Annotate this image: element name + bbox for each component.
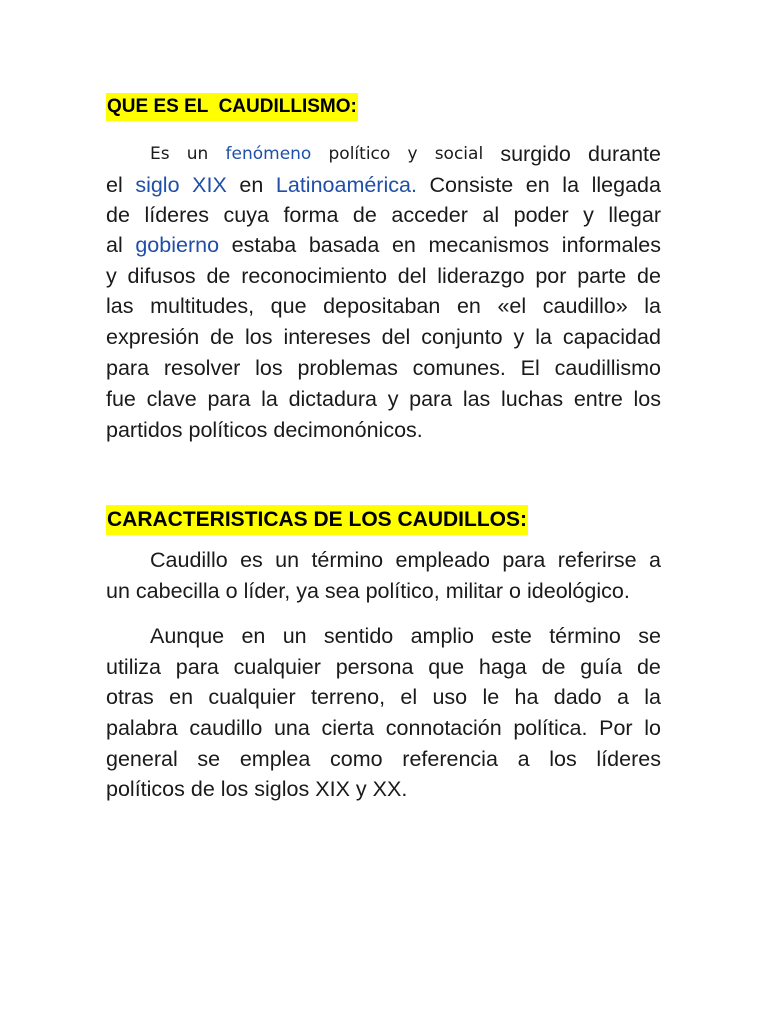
word: de bbox=[541, 655, 566, 679]
word: emplea bbox=[239, 747, 311, 771]
word: los bbox=[549, 747, 577, 771]
word: informales bbox=[561, 233, 661, 257]
word: la bbox=[644, 294, 661, 318]
word: resolver bbox=[163, 356, 241, 380]
word: el bbox=[400, 685, 418, 709]
link-latinoamerica-text[interactable]: Latinoamérica. bbox=[275, 173, 417, 197]
heading-caracteristicas: CARACTERISTICAS DE LOS CAUDILLOS: bbox=[106, 505, 528, 535]
word: al bbox=[106, 233, 123, 257]
word: y bbox=[513, 325, 525, 349]
word: caudillismo bbox=[554, 356, 661, 380]
word: a bbox=[616, 685, 629, 709]
word: guía bbox=[580, 655, 623, 679]
link-xix[interactable]: XIX bbox=[192, 173, 227, 197]
paragraph-line bbox=[106, 713, 661, 743]
word: para bbox=[175, 655, 219, 679]
word: las bbox=[462, 387, 491, 411]
paragraph-line bbox=[106, 774, 661, 804]
word: un bbox=[186, 144, 209, 164]
heading-que-es-el-caudillismo: QUE ES EL CAUDILLISMO: bbox=[106, 93, 358, 121]
paragraph-line bbox=[106, 576, 661, 606]
word: como bbox=[330, 747, 383, 771]
word: líderes bbox=[144, 203, 209, 227]
word: intereses bbox=[283, 325, 371, 349]
word: entre bbox=[573, 387, 623, 411]
word: de bbox=[637, 264, 661, 288]
word: al bbox=[482, 203, 500, 227]
word: expresión bbox=[106, 325, 200, 349]
word: fue bbox=[106, 387, 136, 411]
word: militar bbox=[445, 579, 504, 603]
word: social bbox=[434, 144, 484, 164]
word: ideológico. bbox=[527, 579, 630, 603]
word: es bbox=[240, 548, 263, 572]
word: utiliza bbox=[106, 655, 161, 679]
word: y bbox=[355, 777, 367, 801]
word: del bbox=[397, 264, 427, 288]
word: surgido bbox=[500, 142, 571, 166]
paragraph-line bbox=[106, 261, 661, 291]
word: siglos bbox=[254, 777, 310, 801]
word: empleado bbox=[395, 548, 490, 572]
word: un bbox=[275, 548, 300, 572]
word: se bbox=[638, 624, 661, 648]
word: y bbox=[583, 203, 594, 227]
word: se bbox=[197, 747, 221, 771]
word: caudillo» bbox=[542, 294, 628, 318]
word: que bbox=[428, 655, 465, 679]
link-latinoamerica[interactable] bbox=[276, 170, 417, 200]
word: cabecilla bbox=[135, 579, 220, 603]
word: parte bbox=[577, 264, 627, 288]
word: las bbox=[106, 294, 134, 318]
paragraph-line bbox=[106, 384, 661, 414]
word: el bbox=[106, 173, 123, 197]
word: terreno, bbox=[310, 685, 386, 709]
word: una bbox=[273, 716, 310, 740]
word: difusos bbox=[127, 264, 196, 288]
word: en bbox=[525, 173, 550, 197]
paragraph-line bbox=[106, 744, 661, 774]
word: la bbox=[562, 173, 580, 197]
word: en bbox=[391, 233, 416, 257]
word: multitudes, bbox=[150, 294, 255, 318]
word: de bbox=[636, 655, 661, 679]
word: de bbox=[352, 203, 377, 227]
word: estaba bbox=[231, 233, 297, 257]
word: término bbox=[549, 624, 621, 648]
word: poder bbox=[513, 203, 569, 227]
word: políticos bbox=[188, 418, 268, 442]
word: a bbox=[517, 747, 530, 771]
word: XX. bbox=[372, 777, 408, 801]
paragraph-line bbox=[150, 621, 661, 651]
word: para bbox=[409, 387, 453, 411]
paragraph-line bbox=[106, 200, 661, 230]
word: del bbox=[381, 325, 411, 349]
word: sea bbox=[324, 579, 360, 603]
paragraph-line bbox=[106, 652, 661, 682]
word: forma bbox=[283, 203, 339, 227]
word: connotación bbox=[385, 716, 502, 740]
word: lo bbox=[644, 716, 661, 740]
word: la bbox=[261, 387, 278, 411]
word: depositaban bbox=[323, 294, 441, 318]
word: para bbox=[106, 356, 150, 380]
word: Aunque bbox=[150, 624, 225, 648]
link-fenomeno[interactable]: fenómeno bbox=[225, 144, 312, 164]
word: haga bbox=[478, 655, 527, 679]
word: capacidad bbox=[562, 325, 661, 349]
word: Consiste bbox=[429, 173, 514, 197]
word: de bbox=[210, 325, 235, 349]
word: dictadura bbox=[288, 387, 378, 411]
word: y bbox=[387, 387, 399, 411]
paragraph-line bbox=[150, 139, 661, 169]
paragraph-line bbox=[106, 230, 661, 260]
word: persona bbox=[335, 655, 414, 679]
word: basada bbox=[308, 233, 380, 257]
word: acceder bbox=[391, 203, 468, 227]
word: un bbox=[106, 579, 130, 603]
word: por bbox=[535, 264, 567, 288]
word: cierta bbox=[321, 716, 375, 740]
word: para bbox=[502, 548, 546, 572]
word: otras bbox=[106, 685, 154, 709]
word: de bbox=[206, 264, 231, 288]
word: problemas bbox=[297, 356, 398, 380]
word: referencia bbox=[402, 747, 498, 771]
word: uso bbox=[432, 685, 468, 709]
word: llegada bbox=[591, 173, 661, 197]
word: cualquier bbox=[208, 685, 296, 709]
word: líder, bbox=[243, 579, 291, 603]
word: palabra bbox=[106, 716, 178, 740]
word: le bbox=[482, 685, 500, 709]
link-siglo[interactable]: siglo bbox=[135, 173, 180, 197]
word: Por bbox=[599, 716, 633, 740]
word: de bbox=[190, 777, 215, 801]
word: XIX bbox=[315, 777, 350, 801]
word: este bbox=[491, 624, 532, 648]
paragraph-line bbox=[106, 353, 661, 383]
word: o bbox=[509, 579, 521, 603]
word: para bbox=[207, 387, 251, 411]
word: mecanismos bbox=[428, 233, 550, 257]
word: en bbox=[239, 173, 264, 197]
word: política. bbox=[513, 716, 588, 740]
paragraph-line bbox=[106, 170, 661, 200]
word: Caudillo bbox=[150, 548, 228, 572]
word: liderazgo bbox=[437, 264, 525, 288]
word: luchas bbox=[500, 387, 564, 411]
word: general bbox=[106, 747, 178, 771]
word: El bbox=[520, 356, 540, 380]
word: decimonónicos. bbox=[273, 418, 423, 442]
word: Es bbox=[150, 144, 170, 164]
word: los bbox=[245, 325, 273, 349]
word: ha bbox=[514, 685, 539, 709]
paragraph-line bbox=[106, 415, 661, 445]
word: llegar bbox=[608, 203, 661, 227]
paragraph-line bbox=[106, 682, 661, 712]
word: político, bbox=[365, 579, 440, 603]
paragraph-line bbox=[150, 545, 661, 575]
word: cuya bbox=[223, 203, 269, 227]
word: líderes bbox=[596, 747, 661, 771]
word: en bbox=[169, 685, 194, 709]
word: en bbox=[241, 624, 266, 648]
word: partidos bbox=[106, 418, 183, 442]
word: dado bbox=[553, 685, 602, 709]
word: o bbox=[225, 579, 238, 603]
word: reconocimiento bbox=[241, 264, 387, 288]
word: la bbox=[535, 325, 552, 349]
word: conjunto bbox=[421, 325, 503, 349]
word: cualquier bbox=[233, 655, 321, 679]
word: en bbox=[456, 294, 481, 318]
word: término bbox=[311, 548, 384, 572]
word: a bbox=[649, 548, 661, 572]
word: los bbox=[633, 387, 661, 411]
word: clave bbox=[146, 387, 197, 411]
word: referirse bbox=[557, 548, 637, 572]
word: que bbox=[270, 294, 307, 318]
word: comunes. bbox=[412, 356, 506, 380]
word: político bbox=[328, 144, 391, 164]
word: y bbox=[407, 144, 418, 164]
paragraph-line bbox=[106, 322, 661, 352]
word: un bbox=[282, 624, 307, 648]
word: los bbox=[220, 777, 249, 801]
word: caudillo bbox=[189, 716, 263, 740]
word: de bbox=[106, 203, 130, 227]
word: amplio bbox=[410, 624, 474, 648]
link-gobierno[interactable]: gobierno bbox=[135, 233, 220, 257]
word: sentido bbox=[323, 624, 394, 648]
word: «el bbox=[497, 294, 527, 318]
word: y bbox=[106, 264, 117, 288]
word: ya bbox=[296, 579, 319, 603]
word: durante bbox=[588, 142, 661, 166]
word: la bbox=[644, 685, 661, 709]
word: los bbox=[255, 356, 283, 380]
word: políticos bbox=[106, 777, 185, 801]
paragraph-line bbox=[106, 291, 661, 321]
